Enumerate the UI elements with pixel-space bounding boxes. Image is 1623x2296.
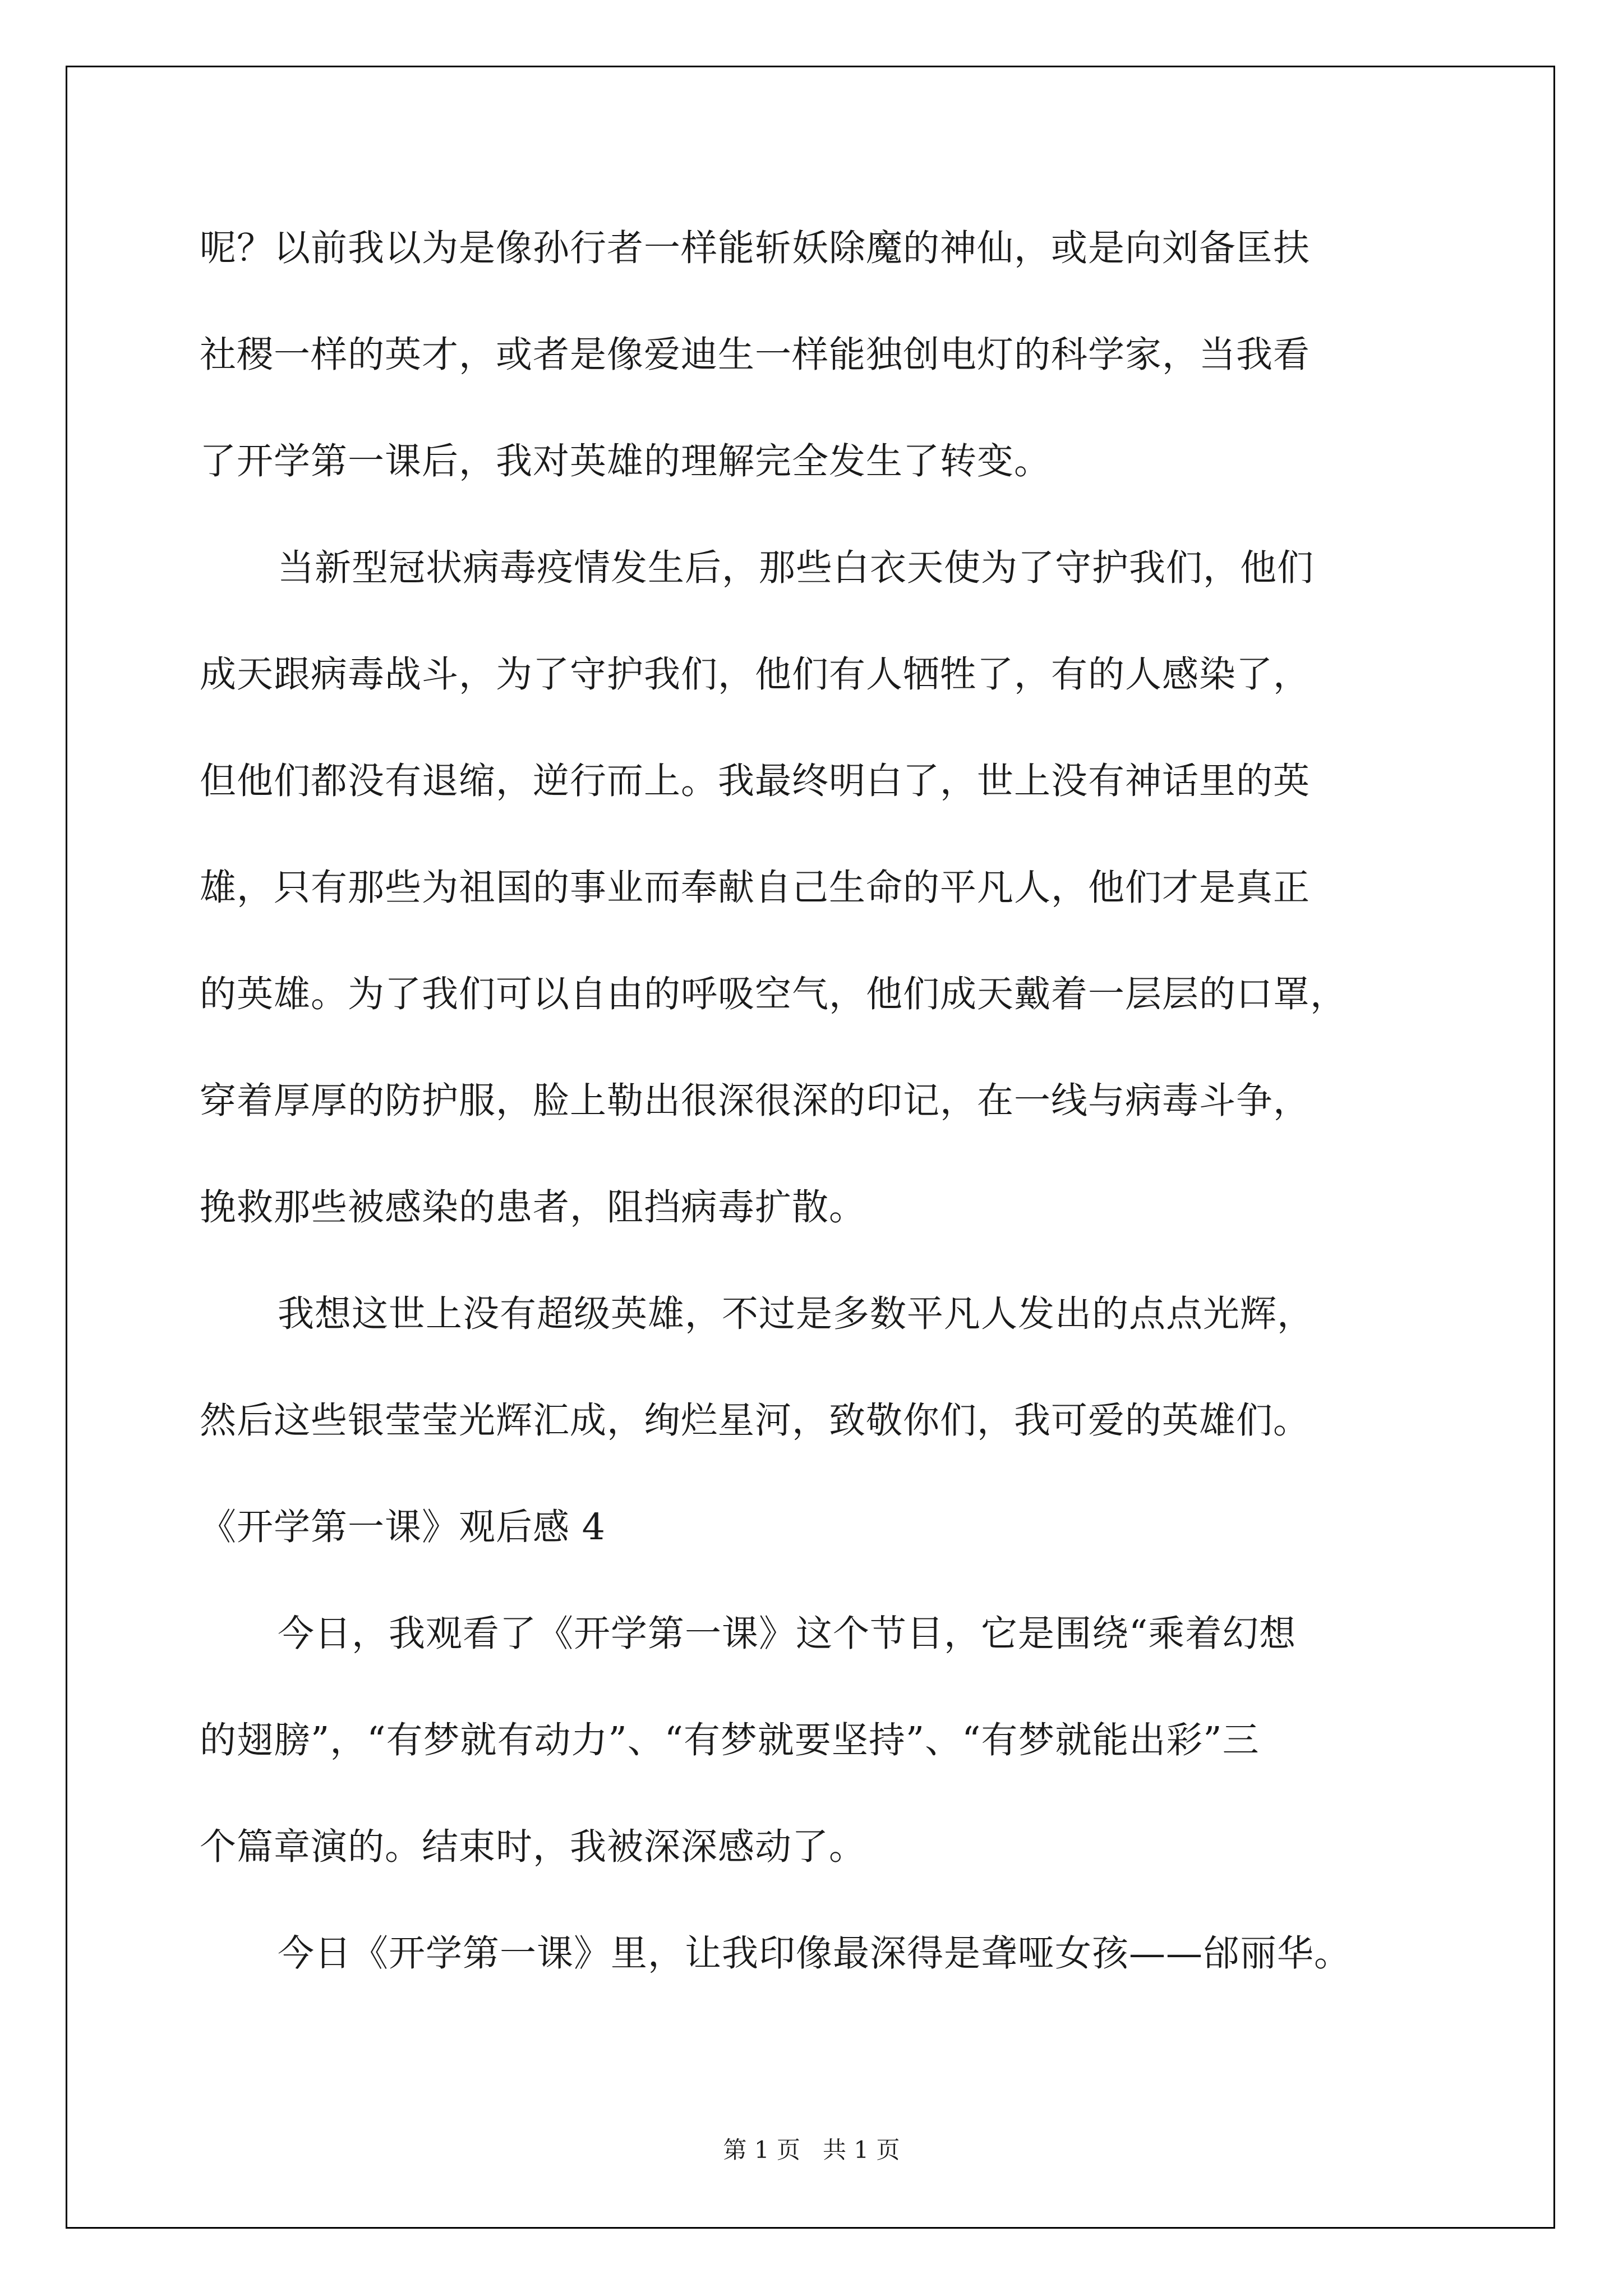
body-text-line: 的翅膀”，“有梦就有动力”、“有梦就要坚持”、“有梦就能出彩”三 [200,1719,1260,1761]
section-heading: 《开学第一课》观后感 4 [200,1506,606,1548]
body-text-line: 个篇章演的。结束时，我被深深感动了。 [200,1826,866,1868]
page-border [66,66,1555,2229]
body-text-line: 挽救那些被感染的患者，阻挡病毒扩散。 [200,1186,866,1228]
body-text-line: 呢？以前我以为是像孙行者一样能斩妖除魔的神仙，或是向刘备匡扶 [200,227,1311,269]
body-text-line: 穿着厚厚的防护服，脸上勒出很深很深的印记，在一线与病毒斗争， [200,1080,1311,1122]
body-text-line: 的英雄。为了我们可以自由的呼吸空气，他们成天戴着一层层的口罩， [200,973,1348,1015]
body-text-line: 今日，我观看了《开学第一课》这个节目，它是围绕“乘着幻想 [278,1613,1297,1655]
body-text-line: 我想这世上没有超级英雄，不过是多数平凡人发出的点点光辉， [278,1293,1315,1335]
body-text-line: 当新型冠状病毒疫情发生后，那些白衣天使为了守护我们，他们 [278,547,1315,589]
page-footer: 第 1 页 共 1 页 [723,2136,900,2164]
body-text-line: 了开学第一课后，我对英雄的理解完全发生了转变。 [200,440,1052,482]
body-text-line: 然后这些银莹莹光辉汇成，绚烂星河，致敬你们，我可爱的英雄们。 [200,1400,1311,1442]
body-text-line: 但他们都没有退缩，逆行而上。我最终明白了，世上没有神话里的英 [200,760,1311,802]
body-text-line: 社稷一样的英才，或者是像爱迪生一样能独创电灯的科学家，当我看 [200,334,1311,376]
body-text-line: 成天跟病毒战斗，为了守护我们，他们有人牺牲了，有的人感染了， [200,654,1311,696]
body-text-line: 今日《开学第一课》里，让我印像最深得是聋哑女孩——邰丽华。 [278,1932,1352,1975]
body-text-line: 雄，只有那些为祖国的事业而奉献自己生命的平凡人，他们才是真正 [200,867,1311,909]
